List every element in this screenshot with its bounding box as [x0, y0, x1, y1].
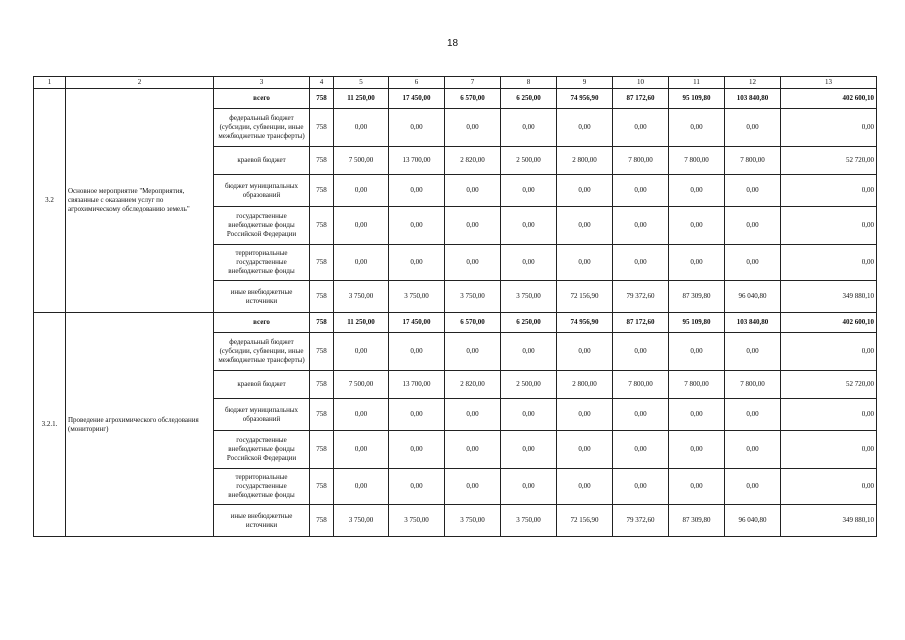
column-header: 2: [66, 77, 214, 89]
column-header: 4: [310, 77, 334, 89]
column-header: 10: [613, 77, 669, 89]
total-value: 0,00: [781, 431, 877, 469]
budget-code: 758: [310, 333, 334, 371]
funding-source: территориальные государственные внебюджетные фонды: [214, 245, 310, 281]
year-value: 74 956,90: [557, 89, 613, 109]
year-value: 2 800,00: [557, 371, 613, 399]
year-value: 79 372,60: [613, 505, 669, 537]
total-value: 402 600,10: [781, 89, 877, 109]
year-value: 0,00: [725, 431, 781, 469]
total-value: 0,00: [781, 207, 877, 245]
year-value: 0,00: [725, 175, 781, 207]
budget-code: 758: [310, 207, 334, 245]
year-value: 0,00: [557, 431, 613, 469]
year-value: 0,00: [501, 399, 557, 431]
year-value: 7 800,00: [669, 147, 725, 175]
funding-source: всего: [214, 313, 310, 333]
year-value: 0,00: [445, 175, 501, 207]
item-name: Проведение агрохимического обследования (мониторинг): [66, 313, 214, 537]
column-header: 6: [389, 77, 445, 89]
year-value: 0,00: [501, 245, 557, 281]
year-value: 0,00: [613, 245, 669, 281]
year-value: 0,00: [613, 399, 669, 431]
total-value: 0,00: [781, 399, 877, 431]
year-value: 0,00: [334, 333, 389, 371]
year-value: 13 700,00: [389, 371, 445, 399]
year-value: 0,00: [389, 431, 445, 469]
column-header: 9: [557, 77, 613, 89]
budget-table: [33, 76, 877, 537]
year-value: 0,00: [669, 207, 725, 245]
year-value: 0,00: [501, 207, 557, 245]
column-header: 3: [214, 77, 310, 89]
year-value: 0,00: [669, 333, 725, 371]
year-value: 0,00: [389, 175, 445, 207]
year-value: 0,00: [445, 245, 501, 281]
year-value: 3 750,00: [501, 505, 557, 537]
year-value: 7 800,00: [669, 371, 725, 399]
budget-code: 758: [310, 399, 334, 431]
year-value: 2 500,00: [501, 371, 557, 399]
total-value: 0,00: [781, 245, 877, 281]
year-value: 95 109,80: [669, 89, 725, 109]
year-value: 7 800,00: [725, 371, 781, 399]
funding-source: бюджет муниципальных образований: [214, 175, 310, 207]
item-code: 3.2: [34, 89, 66, 313]
column-number-row: [34, 77, 877, 89]
year-value: 0,00: [445, 207, 501, 245]
column-header: 12: [725, 77, 781, 89]
budget-code: 758: [310, 431, 334, 469]
funding-source: иные внебюджетные источники: [214, 505, 310, 537]
year-value: 7 800,00: [725, 147, 781, 175]
year-value: 103 840,80: [725, 313, 781, 333]
year-value: 0,00: [725, 245, 781, 281]
year-value: 3 750,00: [389, 505, 445, 537]
year-value: 0,00: [501, 469, 557, 505]
year-value: 2 820,00: [445, 371, 501, 399]
funding-source: государственные внебюджетные фонды Российской Федерации: [214, 431, 310, 469]
year-value: 0,00: [669, 245, 725, 281]
funding-source: иные внебюджетные источники: [214, 281, 310, 313]
year-value: 3 750,00: [445, 281, 501, 313]
year-value: 0,00: [334, 469, 389, 505]
year-value: 0,00: [613, 109, 669, 147]
budget-code: 758: [310, 245, 334, 281]
year-value: 0,00: [613, 333, 669, 371]
year-value: 0,00: [334, 175, 389, 207]
year-value: 17 450,00: [389, 89, 445, 109]
column-header: 13: [781, 77, 877, 89]
year-value: 95 109,80: [669, 313, 725, 333]
table-row: [34, 313, 877, 333]
budget-code: 758: [310, 469, 334, 505]
year-value: 0,00: [445, 399, 501, 431]
item-code: 3.2.1.: [34, 313, 66, 537]
year-value: 3 750,00: [389, 281, 445, 313]
year-value: 0,00: [445, 333, 501, 371]
year-value: 6 570,00: [445, 313, 501, 333]
funding-source: территориальные государственные внебюджетные фонды: [214, 469, 310, 505]
year-value: 3 750,00: [445, 505, 501, 537]
total-value: 52 720,00: [781, 147, 877, 175]
year-value: 6 250,00: [501, 89, 557, 109]
total-value: 402 600,10: [781, 313, 877, 333]
year-value: 0,00: [557, 207, 613, 245]
year-value: 0,00: [501, 109, 557, 147]
column-header: 7: [445, 77, 501, 89]
year-value: 0,00: [669, 469, 725, 505]
column-header: 8: [501, 77, 557, 89]
funding-source: государственные внебюджетные фонды Российской Федерации: [214, 207, 310, 245]
year-value: 0,00: [557, 469, 613, 505]
total-value: 0,00: [781, 469, 877, 505]
year-value: 72 156,90: [557, 281, 613, 313]
year-value: 96 040,80: [725, 505, 781, 537]
budget-code: 758: [310, 505, 334, 537]
year-value: 0,00: [389, 245, 445, 281]
budget-code: 758: [310, 147, 334, 175]
year-value: 2 820,00: [445, 147, 501, 175]
year-value: 7 500,00: [334, 147, 389, 175]
year-value: 96 040,80: [725, 281, 781, 313]
year-value: 87 172,60: [613, 313, 669, 333]
total-value: 349 880,10: [781, 281, 877, 313]
year-value: 0,00: [445, 431, 501, 469]
year-value: 0,00: [389, 109, 445, 147]
year-value: 2 500,00: [501, 147, 557, 175]
year-value: 0,00: [725, 207, 781, 245]
year-value: 0,00: [725, 333, 781, 371]
total-value: 0,00: [781, 333, 877, 371]
year-value: 0,00: [445, 109, 501, 147]
table-row: [34, 89, 877, 109]
total-value: 0,00: [781, 175, 877, 207]
year-value: 17 450,00: [389, 313, 445, 333]
budget-code: 758: [310, 109, 334, 147]
year-value: 0,00: [557, 333, 613, 371]
year-value: 3 750,00: [501, 281, 557, 313]
year-value: 0,00: [613, 175, 669, 207]
year-value: 0,00: [334, 431, 389, 469]
year-value: 11 250,00: [334, 313, 389, 333]
year-value: 0,00: [613, 207, 669, 245]
year-value: 3 750,00: [334, 281, 389, 313]
year-value: 0,00: [669, 109, 725, 147]
year-value: 6 250,00: [501, 313, 557, 333]
year-value: 74 956,90: [557, 313, 613, 333]
year-value: 0,00: [557, 175, 613, 207]
column-header: 11: [669, 77, 725, 89]
year-value: 0,00: [501, 175, 557, 207]
year-value: 0,00: [669, 399, 725, 431]
page-number: 18: [446, 38, 459, 49]
year-value: 0,00: [389, 399, 445, 431]
year-value: 0,00: [557, 399, 613, 431]
budget-code: 758: [310, 371, 334, 399]
year-value: 2 800,00: [557, 147, 613, 175]
funding-source: бюджет муниципальных образований: [214, 399, 310, 431]
year-value: 0,00: [725, 469, 781, 505]
year-value: 0,00: [389, 207, 445, 245]
year-value: 0,00: [334, 245, 389, 281]
year-value: 7 800,00: [613, 371, 669, 399]
year-value: 0,00: [389, 333, 445, 371]
column-header: 5: [334, 77, 389, 89]
year-value: 13 700,00: [389, 147, 445, 175]
year-value: 0,00: [725, 109, 781, 147]
funding-source: всего: [214, 89, 310, 109]
funding-source: федеральный бюджет (субсидии, субвенции, иные межбюджетные трансферты): [214, 333, 310, 371]
budget-code: 758: [310, 281, 334, 313]
year-value: 3 750,00: [334, 505, 389, 537]
column-header: 1: [34, 77, 66, 89]
total-value: 349 880,10: [781, 505, 877, 537]
year-value: 0,00: [501, 431, 557, 469]
year-value: 87 172,60: [613, 89, 669, 109]
total-value: 52 720,00: [781, 371, 877, 399]
year-value: 11 250,00: [334, 89, 389, 109]
item-name: Основное мероприятие "Мероприятия, связанные с оказанием услуг по агрохимическому обследованию земель": [66, 89, 214, 313]
year-value: 0,00: [334, 109, 389, 147]
year-value: 0,00: [669, 175, 725, 207]
year-value: 103 840,80: [725, 89, 781, 109]
budget-code: 758: [310, 89, 334, 109]
year-value: 0,00: [501, 333, 557, 371]
year-value: 0,00: [613, 469, 669, 505]
funding-source: федеральный бюджет (субсидии, субвенции, иные межбюджетные трансферты): [214, 109, 310, 147]
year-value: 0,00: [725, 399, 781, 431]
budget-code: 758: [310, 175, 334, 207]
year-value: 0,00: [334, 399, 389, 431]
year-value: 72 156,90: [557, 505, 613, 537]
year-value: 0,00: [389, 469, 445, 505]
year-value: 0,00: [334, 207, 389, 245]
year-value: 6 570,00: [445, 89, 501, 109]
year-value: 0,00: [445, 469, 501, 505]
year-value: 0,00: [613, 431, 669, 469]
year-value: 79 372,60: [613, 281, 669, 313]
year-value: 0,00: [669, 431, 725, 469]
budget-code: 758: [310, 313, 334, 333]
funding-source: краевой бюджет: [214, 371, 310, 399]
year-value: 87 309,80: [669, 281, 725, 313]
year-value: 0,00: [557, 109, 613, 147]
funding-source: краевой бюджет: [214, 147, 310, 175]
year-value: 87 309,80: [669, 505, 725, 537]
year-value: 0,00: [557, 245, 613, 281]
total-value: 0,00: [781, 109, 877, 147]
year-value: 7 800,00: [613, 147, 669, 175]
year-value: 7 500,00: [334, 371, 389, 399]
